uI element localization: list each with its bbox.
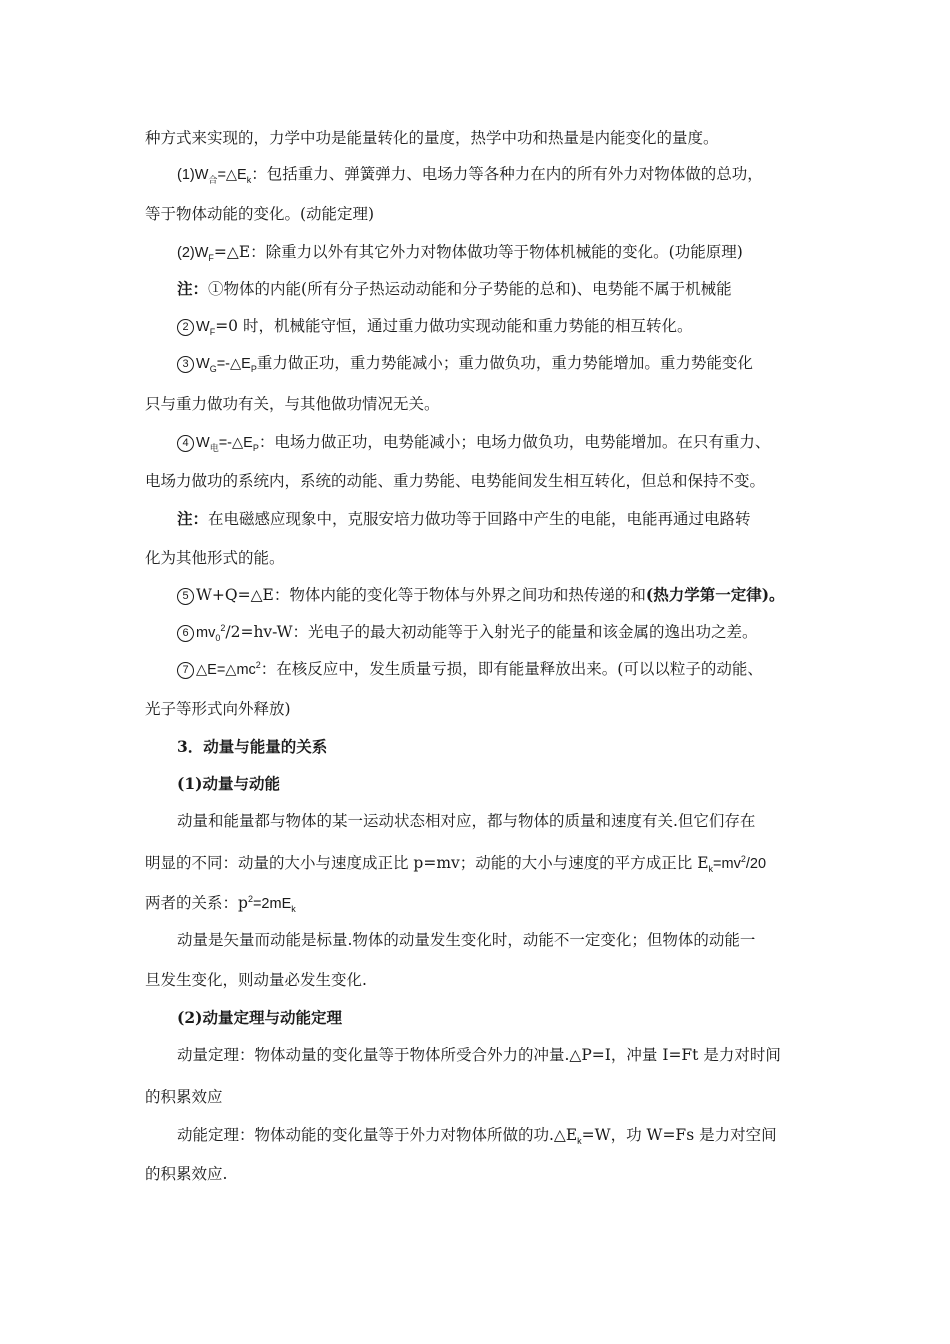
circled-item-6: 6 $mv_0^2/2=hv-W$：光电子的最大初动能等于入射光子的能量和该金属的逸出功之差。 bbox=[177, 622, 758, 643]
text-line: 化为其他形式的能。 bbox=[145, 549, 285, 567]
subsection-heading: (2)动量定理与动能定理 bbox=[177, 1008, 342, 1027]
item-work-principle: $(2)W_F=\triangle E$：除重力以外有其它外力对物体做功等于物体机械能的变化。(功能原理) bbox=[177, 243, 743, 264]
paragraph-line: 的积累效应 bbox=[145, 1088, 223, 1106]
subsection-heading: (1)动量与动能 bbox=[177, 774, 280, 793]
paragraph-line: 动能定理：物体动能的变化量等于外力对物体所做的功$.\triangle E_k=W$，功 W=Fs 是力对空间 bbox=[177, 1126, 777, 1147]
text-line: 电场力做功的系统内，系统的动能、重力势能、电势能间发生相互转化，但总和保持不变。 bbox=[145, 472, 766, 490]
paragraph-line: 动量和能量都与物体的某一运动状态相对应，都与物体的质量和速度有关.但它们存在 bbox=[177, 812, 756, 830]
text-line: 光子等形式向外释放) bbox=[145, 700, 291, 718]
circled-item-4: 4 $W_电=-\triangle E_P$：电场力做正功，电势能减小；电场力做负功，电势能增加。在只有重力、 bbox=[177, 432, 770, 453]
paragraph-line: 两者的关系：$p^2=2mE_k$ bbox=[145, 893, 296, 915]
paragraph-line: 的积累效应. bbox=[145, 1165, 228, 1183]
circled-item-7: 7 $\triangle E=\triangle mc^2$：在核反应中，发生质量亏损，即有能量释放出来。(可以以粒子的动能、 bbox=[177, 659, 763, 680]
note-1: 注：①物体的内能(所有分子热运动动能和分子势能的总和)、电势能不属于机械能 bbox=[177, 279, 732, 298]
note-2: 注：在电磁感应现象中，克服安培力做功等于回路中产生的电能，电能再通过电路转 bbox=[177, 509, 751, 528]
item-work-energy-theorem: $(1)W_合=\triangle E_k$：包括重力、弹簧弹力、电场力等各种力在内的所有外力对物体做的总功， bbox=[177, 165, 763, 186]
paragraph-line: 明显的不同：动量的大小与速度成正比 p=mv；动能的大小与速度的平方成正比 $E_k=mv^2/20$ bbox=[145, 853, 767, 875]
paragraph-line: 旦发生变化，则动量必发生变化. bbox=[145, 971, 367, 989]
paragraph-line: 动量定理：物体动量的变化量等于物体所受合外力的冲量.△P=I，冲量 I=Ft 是力对时间 bbox=[177, 1046, 781, 1064]
circled-item-5: 5 W+Q=△E：物体内能的变化等于物体与外界之间功和热传递的和(热力学第一定律)。 bbox=[177, 585, 785, 605]
section-heading: 3．动量与能量的关系 bbox=[177, 737, 328, 756]
paragraph-line: 动量是矢量而动能是标量.物体的动量发生变化时，动能不一定变化；但物体的动能一 bbox=[177, 931, 756, 949]
circled-item-3: 3 $W_G=-\triangle E_P$重力做正功，重力势能减小；重力做负功，重力势能增加。重力势能变化 bbox=[177, 353, 753, 374]
text-line: 种方式来实现的，力学中功是能量转化的量度，热学中功和热量是内能变化的量度。 bbox=[145, 129, 719, 147]
circled-item-2: 2 $W_F=0$ 时，机械能守恒，通过重力做功实现动能和重力势能的相互转化。 bbox=[177, 316, 692, 337]
text-line: 只与重力做功有关，与其他做功情况无关。 bbox=[145, 395, 440, 413]
text-line: 等于物体动能的变化。(动能定理) bbox=[145, 205, 375, 223]
